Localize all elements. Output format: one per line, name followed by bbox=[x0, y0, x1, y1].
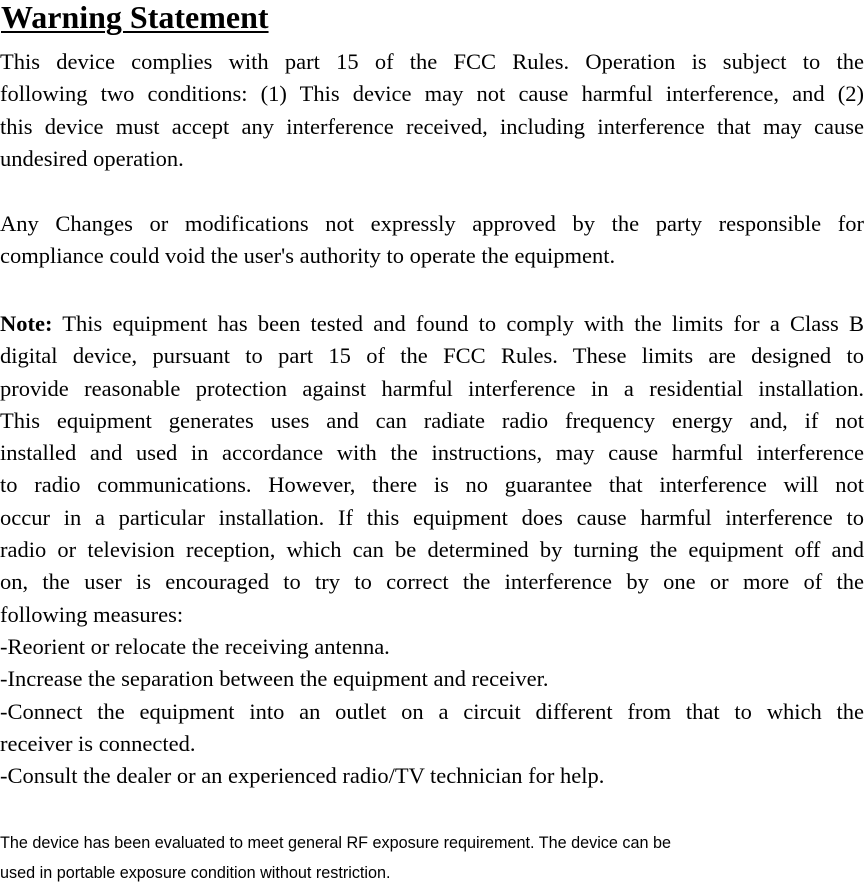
footnote-line: The device has been evaluated to meet general RF exposure requirement. The device can be bbox=[0, 834, 671, 852]
fcc-compliance-paragraph bbox=[0, 46, 864, 175]
measure-item: -Consult the dealer or an experienced radio/TV technician for help. bbox=[0, 763, 605, 789]
text-line: Any Changes or modifications not expressly approved by the party responsible for bbox=[0, 211, 864, 236]
text-line: this device must accept any interference received, including interference that may cause bbox=[0, 113, 864, 139]
note-label: Note: bbox=[0, 311, 53, 336]
note-first-line-text: This equipment has been tested and found to comply with the limits for a Class B bbox=[52, 311, 864, 336]
text-line: on, the user is encouraged to try to correct the interference by one or more of the bbox=[0, 569, 864, 595]
text-line: to radio communications. However, there is no guarantee that interference will not bbox=[0, 472, 864, 498]
measure-item: -Reorient or relocate the receiving antenna. bbox=[0, 634, 390, 659]
page-title: Warning Statement bbox=[1, 0, 269, 35]
modifications-paragraph bbox=[0, 208, 864, 273]
text-line: This equipment generates uses and can radiate radio frequency energy and, if not bbox=[0, 407, 864, 433]
text-line bbox=[0, 308, 864, 340]
measure-item-continuation: receiver is connected. bbox=[0, 730, 196, 756]
text-line: installed and used in accordance with the instructions, may cause harmful interference bbox=[0, 440, 864, 466]
text-line: following two conditions: (1) This device may not cause harmful interference, and (2) bbox=[0, 81, 864, 107]
text-line: radio or television reception, which can be determined by turning the equipment off and bbox=[0, 537, 864, 563]
text-line: This device complies with part 15 of the FCC Rules. Operation is subject to the bbox=[0, 49, 864, 74]
measure-item: -Connect the equipment into an outlet on a circuit different from that to which the bbox=[0, 698, 864, 724]
text-line: undesired operation. bbox=[0, 145, 184, 171]
note-paragraph bbox=[0, 308, 864, 631]
rf-exposure-footnote bbox=[0, 828, 864, 888]
text-line: occur in a particular installation. If this equipment does cause harmful interference to bbox=[0, 504, 864, 530]
text-line: provide reasonable protection against harmful interference in a residential installation. bbox=[0, 375, 864, 401]
text-line: digital device, pursuant to part 15 of the FCC Rules. These limits are designed to bbox=[0, 343, 864, 369]
text-line: following measures: bbox=[0, 601, 184, 627]
measures-list bbox=[0, 631, 864, 792]
measure-item: -Increase the separation between the equipment and receiver. bbox=[0, 666, 549, 692]
footnote-line: used in portable exposure condition without restriction. bbox=[0, 864, 391, 882]
text-line: compliance could void the user's authority to operate the equipment. bbox=[0, 243, 616, 269]
